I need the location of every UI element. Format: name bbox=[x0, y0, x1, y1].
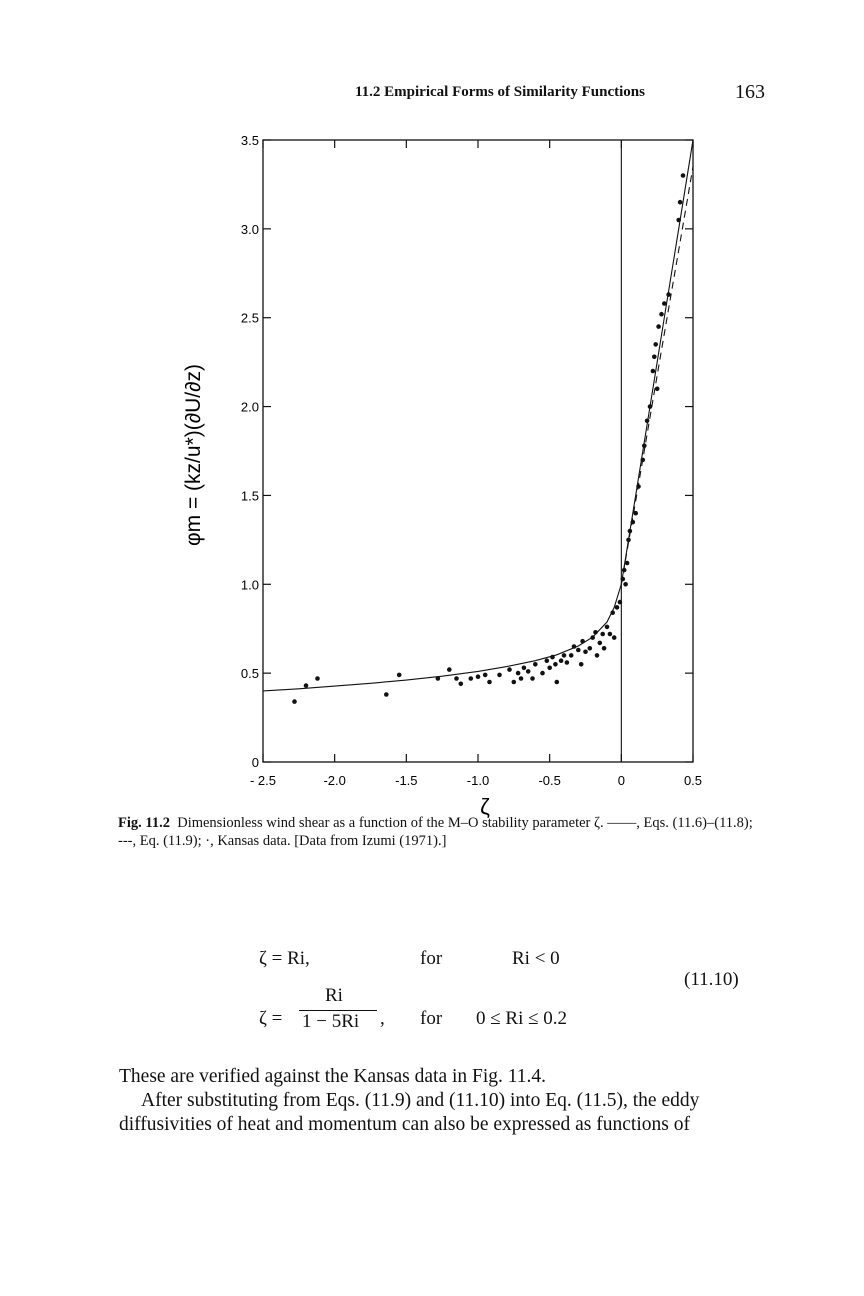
x-axis-label: ζ bbox=[480, 794, 490, 819]
y-tick-label: 1.0 bbox=[240, 577, 259, 593]
data-point bbox=[621, 577, 626, 582]
caption-text: Dimensionless wind shear as a function of the M–O stability parameter ζ. ——, Eqs. (11.6)–(11.8); ---, Eq. (11.9); ·, Kansas data. [Data from Izumi (1971).] bbox=[118, 815, 753, 849]
data-point bbox=[547, 666, 552, 671]
data-point bbox=[476, 674, 481, 679]
y-tick-label: 3.0 bbox=[240, 221, 259, 237]
x-tick-label: -1.5 bbox=[395, 773, 418, 788]
data-point bbox=[625, 561, 630, 566]
data-point bbox=[530, 676, 535, 681]
eq-row2-condition: 0 ≤ Ri ≤ 0.2 bbox=[476, 1008, 568, 1029]
data-point bbox=[652, 355, 657, 360]
data-point bbox=[516, 671, 521, 676]
data-point bbox=[612, 635, 617, 640]
data-point bbox=[304, 683, 309, 688]
chart-ticks bbox=[241, 133, 702, 788]
eq-row1-condition: Ri < 0 bbox=[512, 948, 560, 969]
data-point bbox=[653, 342, 658, 347]
data-point bbox=[533, 662, 538, 667]
data-point bbox=[676, 218, 681, 223]
chart-series bbox=[263, 140, 693, 704]
chart-axes bbox=[263, 140, 693, 762]
data-point bbox=[593, 630, 598, 635]
data-point bbox=[497, 673, 502, 678]
data-point bbox=[659, 312, 664, 317]
data-point bbox=[315, 676, 320, 681]
page-number: 163 bbox=[735, 81, 765, 103]
data-point bbox=[642, 443, 647, 448]
body-text bbox=[119, 1065, 759, 1137]
eq-row2-numerator: Ri bbox=[325, 985, 343, 1006]
x-tick-label: -0.5 bbox=[538, 773, 561, 788]
y-axis-label: φm = (kz/u*)(∂U/∂z) bbox=[182, 364, 205, 546]
data-point bbox=[628, 529, 633, 534]
data-point bbox=[522, 666, 527, 671]
x-tick-label: -2.0 bbox=[323, 773, 346, 788]
data-point bbox=[631, 520, 636, 525]
data-point bbox=[662, 301, 667, 306]
data-point bbox=[656, 324, 661, 329]
figure-number: Fig. 11.2 bbox=[118, 815, 170, 831]
data-point bbox=[397, 673, 402, 678]
data-point bbox=[559, 658, 564, 663]
data-point bbox=[600, 632, 605, 637]
y-tick-label: 0.5 bbox=[240, 666, 259, 682]
eq-row2-lhs: ζ = bbox=[259, 1008, 283, 1029]
eq-row1-for: for bbox=[420, 948, 443, 969]
data-point bbox=[550, 655, 555, 660]
data-point bbox=[580, 639, 585, 644]
data-point bbox=[569, 653, 574, 658]
figure-caption bbox=[118, 814, 758, 850]
data-point bbox=[595, 653, 600, 658]
data-point bbox=[651, 369, 656, 374]
data-point bbox=[666, 292, 671, 297]
body-line-1: These are verified against the Kansas data in Fig. 11.4. bbox=[119, 1066, 547, 1087]
data-point bbox=[512, 680, 517, 685]
data-point bbox=[641, 458, 646, 463]
body-paragraph: After substituting from Eqs. (11.9) and (11.10) into Eq. (11.5), the eddy diffusivities of heat and momentum can also be expressed as functions of bbox=[119, 1090, 700, 1135]
eq-row2-for: for bbox=[420, 1008, 443, 1029]
data-point bbox=[655, 387, 660, 392]
data-point bbox=[579, 662, 584, 667]
y-tick-label: 0 bbox=[251, 755, 259, 770]
data-point bbox=[633, 511, 638, 516]
data-point bbox=[519, 676, 524, 681]
data-point bbox=[507, 667, 512, 672]
data-point bbox=[678, 200, 683, 205]
data-point bbox=[583, 650, 588, 655]
data-point bbox=[447, 667, 452, 672]
x-tick-label: -1.0 bbox=[466, 773, 490, 788]
x-tick-label: - 2.5 bbox=[249, 773, 277, 788]
data-point bbox=[645, 419, 650, 424]
data-point bbox=[605, 625, 610, 630]
data-point bbox=[469, 676, 474, 681]
data-point bbox=[540, 671, 545, 676]
data-point bbox=[636, 484, 641, 489]
data-point bbox=[562, 653, 567, 658]
data-point bbox=[626, 538, 631, 543]
data-point bbox=[292, 699, 297, 704]
series-line-solid bbox=[263, 140, 693, 691]
y-tick-label: 2.5 bbox=[240, 310, 259, 326]
data-point bbox=[526, 669, 531, 674]
data-point bbox=[555, 680, 560, 685]
data-point bbox=[622, 568, 627, 573]
data-point bbox=[459, 682, 464, 687]
data-point bbox=[572, 644, 577, 649]
plot-frame bbox=[263, 140, 693, 762]
data-point bbox=[623, 582, 628, 587]
eq-row1-lhs: ζ = Ri, bbox=[259, 948, 310, 969]
data-point bbox=[590, 635, 595, 640]
data-point bbox=[610, 610, 615, 615]
data-point bbox=[436, 676, 441, 681]
eq-row2-denominator: 1 − 5Ri bbox=[302, 1011, 360, 1032]
equation-number: (11.10) bbox=[684, 969, 739, 990]
data-point bbox=[608, 632, 613, 637]
data-point bbox=[487, 680, 492, 685]
data-point bbox=[618, 600, 623, 605]
x-tick-label: 0 bbox=[617, 773, 625, 788]
data-point bbox=[576, 648, 581, 653]
data-point bbox=[553, 662, 558, 667]
data-point bbox=[681, 173, 686, 178]
y-tick-label: 3.5 bbox=[240, 133, 259, 148]
data-point bbox=[384, 692, 389, 697]
y-tick-label: 2.0 bbox=[240, 399, 259, 415]
data-point bbox=[565, 660, 570, 665]
y-tick-label: 1.5 bbox=[240, 488, 259, 504]
data-point bbox=[648, 404, 653, 409]
eq-row2-comma: , bbox=[380, 1008, 385, 1029]
data-point bbox=[602, 646, 607, 651]
data-point bbox=[454, 676, 459, 681]
data-point bbox=[615, 605, 620, 610]
data-point bbox=[545, 658, 550, 663]
data-point bbox=[483, 673, 488, 678]
running-title: 11.2 Empirical Forms of Similarity Functions bbox=[355, 84, 645, 100]
x-tick-label: 0.5 bbox=[683, 773, 703, 788]
data-point bbox=[598, 641, 603, 646]
data-point bbox=[588, 646, 593, 651]
